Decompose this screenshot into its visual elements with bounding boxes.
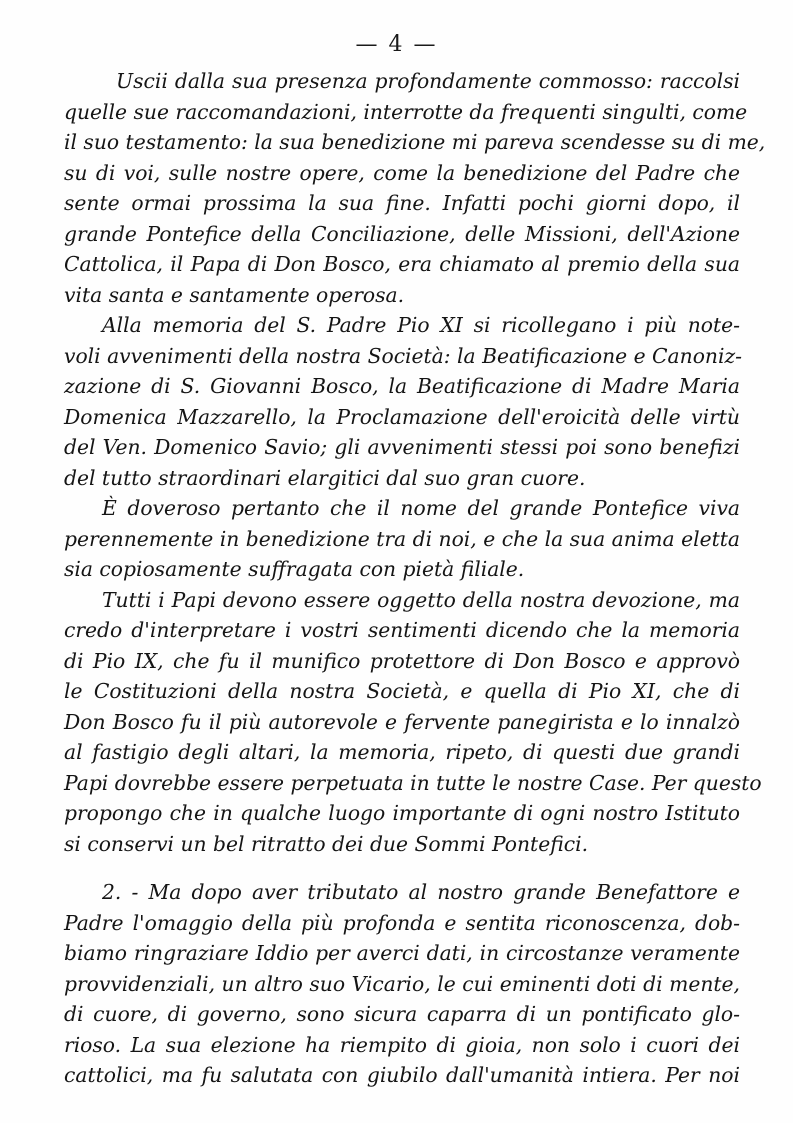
text-line: zazione di S. Giovanni Bosco, la Beatificazione di Madre Maria bbox=[64, 374, 740, 398]
text-line: rioso. La sua elezione ha riempito di gioia, non solo i cuori dei bbox=[64, 1032, 740, 1057]
text-line: le Costituzioni della nostra Società, e quella di Pio XI, che di bbox=[64, 679, 740, 703]
text-line: biamo ringraziare Iddio per averci dati, in circostanze veramente bbox=[64, 941, 740, 965]
text-line: voli avvenimenti della nostra Società: la Beatificazione e Canoniz- bbox=[64, 343, 743, 368]
text-block-section-2 bbox=[64, 877, 740, 1091]
text-line: credo d'interpretare i vostri sentimenti dicendo che la memoria bbox=[64, 618, 740, 642]
text-line: sia copiosamente suffragata con pietà filiale. bbox=[64, 557, 525, 581]
text-line: cattolici, ma fu salutata con giubilo dall'umanità intiera. Per noi bbox=[64, 1063, 740, 1087]
text-line: Don Bosco fu il più autorevole e fervente panegirista e lo innalzò bbox=[64, 709, 740, 734]
text-line: il suo testamento: la sua benedizione mi pareva scendesse su di me, bbox=[64, 130, 766, 154]
text-line: perennemente in benedizione tra di noi, e che la sua anima eletta bbox=[64, 526, 740, 551]
text-line: si conservi un bel ritratto dei due Sommi Pontefici. bbox=[64, 831, 589, 856]
text-line: propongo che in qualche luogo importante di ogni nostro Istituto bbox=[64, 801, 740, 825]
text-line: del tutto straordinari elargitici dal suo gran cuore. bbox=[64, 465, 586, 490]
text-line: Tutti i Papi devono essere oggetto della nostra devozione, ma bbox=[102, 587, 740, 612]
text-line: Alla memoria del S. Padre Pio XI si ricollegano i più note- bbox=[102, 313, 740, 337]
text-line: al fastigio degli altari, la memoria, ripeto, di questi due grandi bbox=[64, 740, 740, 764]
text-line: 2. - Ma dopo aver tributato al nostro grande Benefattore e bbox=[102, 880, 740, 904]
text-line: Uscii dalla sua presenza profondamente commosso: raccolsi bbox=[116, 69, 740, 93]
text-block-main bbox=[64, 66, 766, 859]
text-line: grande Pontefice della Conciliazione, delle Missioni, dell'Azione bbox=[64, 221, 740, 246]
text-line: È doveroso pertanto che il nome del grande Pontefice viva bbox=[102, 496, 740, 520]
text-line: Domenica Mazzarello, la Proclamazione dell'eroicità delle virtù bbox=[64, 404, 740, 429]
text-line: Papi dovrebbe essere perpetuata in tutte le nostre Case. Per questo bbox=[64, 770, 762, 795]
text-line: di Pio IX, che fu il munifico protettore di Don Bosco e approvò bbox=[64, 648, 740, 673]
text-line: Cattolica, il Papa di Don Bosco, era chiamato al premio della sua bbox=[64, 252, 740, 276]
text-line: Padre l'omaggio della più profonda e sentita riconoscenza, dob- bbox=[64, 910, 740, 935]
text-line: su di voi, sulle nostre opere, come la benedizione del Padre che bbox=[64, 160, 740, 185]
text-line: sente ormai prossima la sua fine. Infatti pochi giorni dopo, il bbox=[64, 191, 740, 215]
page-number: — 4 — bbox=[355, 32, 438, 57]
text-line: di cuore, di governo, sono sicura caparra di un pontificato glo- bbox=[64, 1002, 740, 1026]
text-line: provvidenziali, un altro suo Vicario, le cui eminenti doti di mente, bbox=[64, 971, 740, 996]
text-line: vita santa e santamente operosa. bbox=[64, 282, 405, 307]
text-line: quelle sue raccomandazioni, interrotte da frequenti singulti, come bbox=[64, 99, 748, 124]
text-line: del Ven. Domenico Savio; gli avvenimenti stessi poi sono benefizi bbox=[64, 435, 740, 459]
